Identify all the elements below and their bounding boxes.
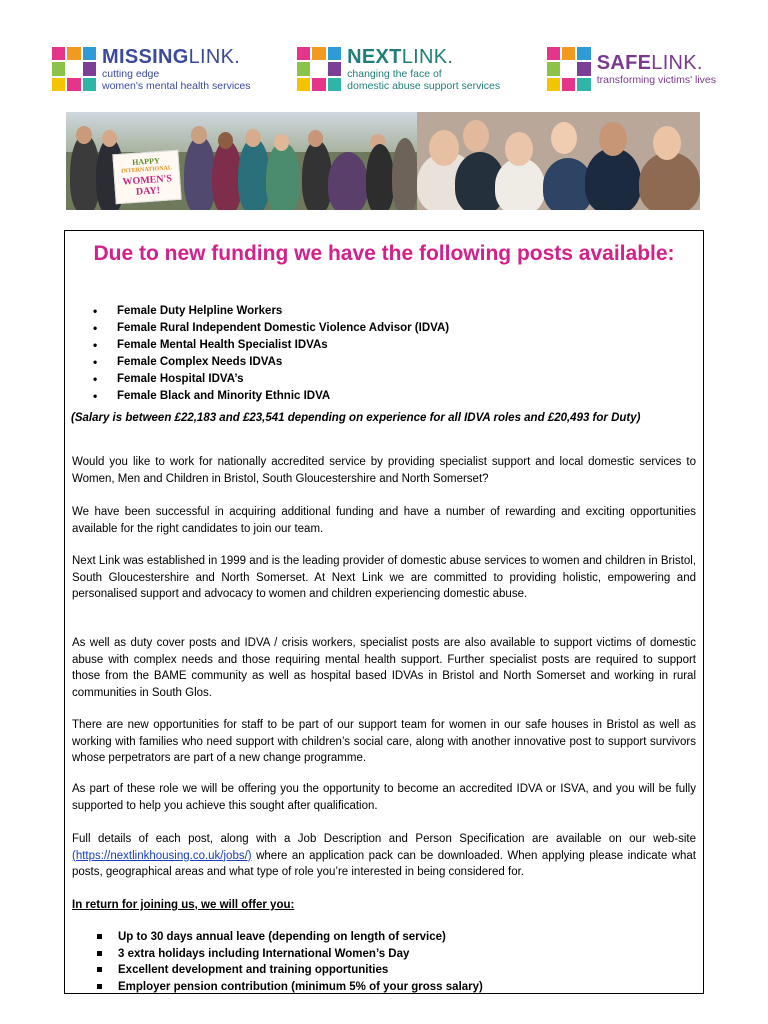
headline: Due to new funding we have the following posts available:	[93, 242, 675, 265]
salary-note: (Salary is between £22,183 and £23,541 depending on experience for all IDVA roles and £20,493 for Duty)	[71, 412, 641, 424]
list-item: Excellent development and training opportunities	[95, 962, 483, 979]
safe-link-tagline: transforming victims' lives	[596, 74, 716, 86]
womens-day-sign	[112, 150, 181, 204]
paragraph-intro: Would you like to work for nationally accredited service by providing specialist support and local domestic services to Women, Men and Children in Bristol, South Gloucestershire and North Somerset?	[72, 456, 696, 485]
details-text-after: where an application pack can be downloaded. When applying please indicate what posts, geographical areas and what type of role you’re interested in being considered for.	[72, 849, 696, 879]
list-item: Employer pension contribution (minimum 5% of your gross salary)	[95, 979, 483, 994]
sign-line-4: DAY!	[135, 185, 161, 198]
missing-link-logo	[52, 41, 251, 97]
paragraph-funding: We have been successful in acquiring additional funding and have a number of rewarding and exciting opportunities available for the right candidates to join our team.	[72, 506, 696, 535]
paragraph-safe-houses: There are new opportunities for staff to be part of our support team for women in our safe houses in Bristol as well as working with families who need support with children’s social care, along with another innovative post to support survivors whose perpetrators are part of a new change programme.	[72, 719, 696, 765]
safe-link-mark-icon	[547, 47, 591, 91]
job-advert-box	[64, 230, 704, 994]
sign-line-2: INTERNATIONAL	[120, 165, 173, 175]
posts-list	[93, 303, 449, 405]
next-link-tagline-1: changing the face of	[347, 68, 442, 80]
list-item: • Female Rural Independent Domestic Violence Advisor (IDVA)	[93, 320, 449, 337]
paragraph-details	[72, 831, 696, 881]
photo-banner	[66, 112, 700, 210]
next-link-name: NEXTLINK.	[347, 46, 454, 68]
safe-link-logo	[547, 41, 716, 97]
next-link-mark-icon	[297, 47, 341, 91]
sign-line-1: HAPPY	[131, 156, 160, 167]
sign-line-3: WOMEN'S	[122, 173, 173, 188]
benefits-list	[95, 929, 483, 994]
list-item: • Female Mental Health Specialist IDVAs	[93, 337, 449, 354]
list-item: • Female Complex Needs IDVAs	[93, 354, 449, 371]
paragraph-about: Next Link was established in 1999 and is the leading provider of domestic abuse services to women and children in Bristol, South Gloucestershire and North Somerset. At Next Link we are committed to providing holistic, empowering and personalised support and advocacy to women and children experiencing domestic abuse.	[72, 555, 696, 601]
list-item: 3 extra holidays including International Women’s Day	[95, 946, 483, 963]
missing-link-name: MISSINGLINK.	[102, 46, 241, 68]
missing-link-mark-icon	[52, 47, 96, 91]
next-link-tagline-2: domestic abuse support services	[347, 80, 501, 92]
list-item: • Female Duty Helpline Workers	[93, 303, 449, 320]
missing-link-tagline-2: women's mental health services	[102, 80, 251, 92]
group-photo-left	[66, 112, 417, 210]
list-item: • Female Black and Minority Ethnic IDVA	[93, 388, 449, 405]
logo-bar	[52, 30, 716, 108]
offer-heading: In return for joining us, we will offer you:	[72, 899, 295, 911]
details-text-before: Full details of each post, along with a Job Description and Person Specification are available on our web-site	[72, 833, 696, 845]
staff-photo-right	[417, 112, 700, 210]
missing-link-tagline-1: cutting edge	[102, 68, 160, 80]
next-link-logo	[297, 41, 500, 97]
list-item: Up to 30 days annual leave (depending on length of service)	[95, 929, 483, 946]
paragraph-accreditation: As part of these role we will be offering you the opportunity to become an accredited IDVA or ISVA, and you will be fully supported to help you achieve this sought after qualification.	[72, 783, 696, 812]
paragraph-posts: As well as duty cover posts and IDVA / crisis workers, specialist posts are also available to support victims of domestic abuse with complex needs and those requiring mental health support. Further specialist posts are required to support those from the BAME community as well as hospital based IDVAs in Bristol and North Somerset and working in rural communities in South Glos.	[72, 637, 696, 699]
jobs-link[interactable]: (https://nextlinkhousing.co.uk/jobs/)	[72, 849, 252, 862]
safe-link-name: SAFELINK.	[596, 52, 703, 74]
list-item: • Female Hospital IDVA’s	[93, 371, 449, 388]
